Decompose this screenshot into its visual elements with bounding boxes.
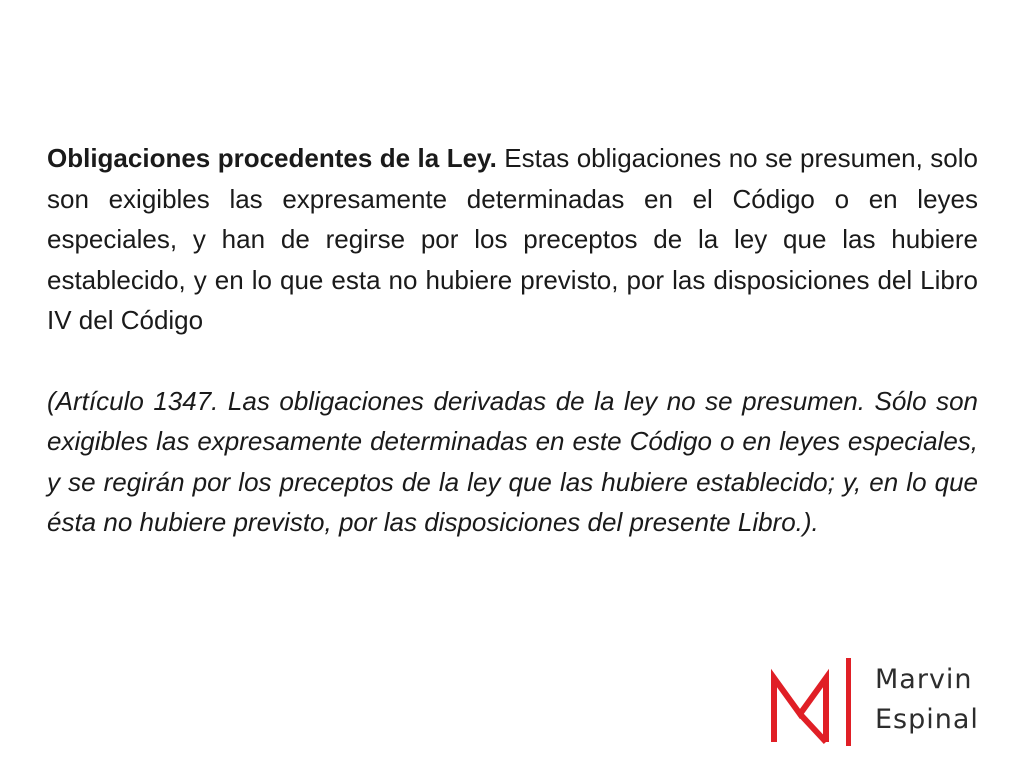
paragraph-body: Estas obligaciones no se presumen, solo son exigibles las expresamente determinadas en el Código o en leyes especiales, y han de regirse por los preceptos de la ley que las hubiere establecido, y en lo que esta no hubiere previsto, por las disposiciones del Libro IV del Código [47,143,978,335]
slide-content [47,138,978,543]
paragraph-heading: Obligaciones procedentes de la Ley. [47,143,497,173]
logo-first-name: Marvin [875,664,973,695]
paragraph-article-quote: (Artículo 1347. Las obligaciones derivadas de la ley no se presumen. Sólo son exigibles las expresamente determinadas en este Código o en leyes especiales, y se regirán por los preceptos de la ley que las hubiere establecido; y, en lo que ésta no hubiere previsto, por las disposiciones del presente Libro.). [47,385,978,537]
logo-monogram-icon [768,656,868,748]
logo-last-name: Espinal [875,704,979,735]
paragraph-law-obligations [47,138,978,341]
brand-logo [768,656,998,748]
